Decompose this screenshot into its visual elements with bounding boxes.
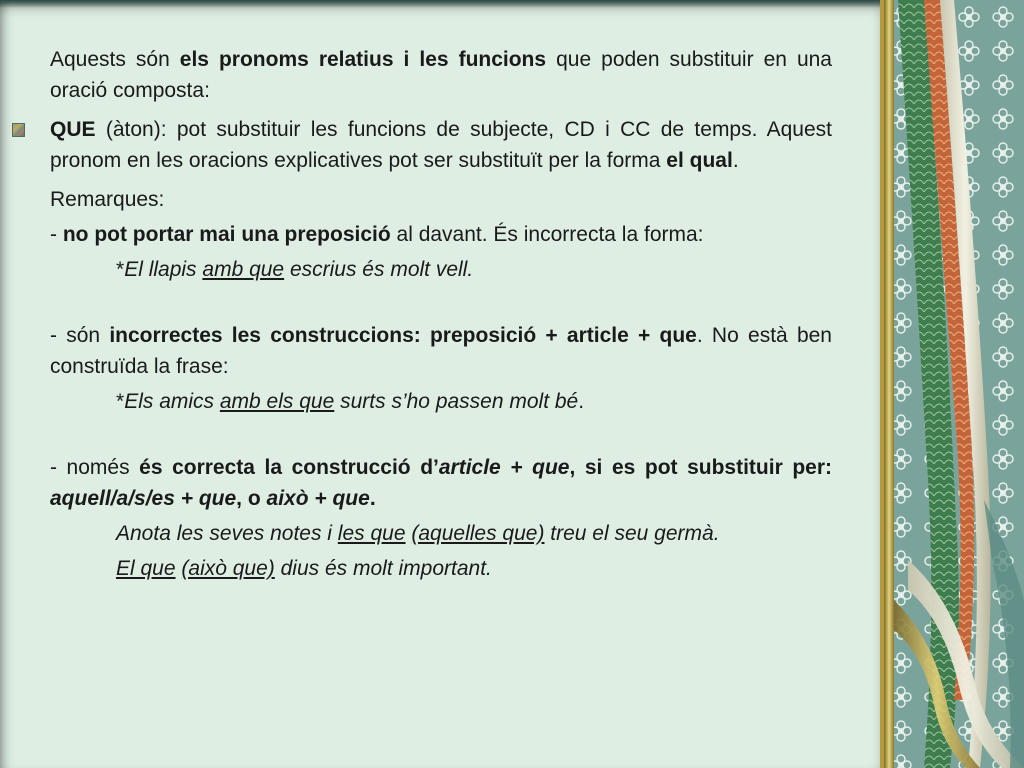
decorative-border <box>884 0 1024 768</box>
remark-3-dash: - només <box>50 456 140 479</box>
decorative-ribbons-image <box>884 0 1024 768</box>
intro-paragraph <box>50 44 832 106</box>
remark-1 <box>50 219 832 250</box>
remark-2-dash: - són <box>50 324 110 347</box>
remark-2 <box>50 320 832 382</box>
remark-1-dash: - <box>50 223 63 246</box>
example-4-underlined-1: El que <box>116 557 176 580</box>
remark-1-text: al davant. És incorrecta la forma: <box>390 223 704 246</box>
example-4-text-2: dius és molt important. <box>274 557 492 580</box>
que-label: QUE <box>50 118 96 141</box>
example-3-text: Anota les seves notes i <box>116 522 338 545</box>
example-3 <box>50 518 832 549</box>
example-2 <box>50 386 832 417</box>
que-text-end: . <box>732 149 739 172</box>
remark-2-bold: incorrectes les construccions: preposició + article + que <box>109 324 697 347</box>
example-2-star: * <box>116 390 125 413</box>
intro-text-2: que poden substituir en una oració composta: <box>50 48 832 102</box>
remark-2-text: . No està ben construïda la frase: <box>50 324 832 378</box>
remark-3 <box>50 452 832 514</box>
intro-bold: els pronoms relatius i les funcions <box>179 48 547 71</box>
example-4-underlined-2: (això que) <box>181 557 275 580</box>
example-2-end: . <box>578 390 585 413</box>
example-1-text-2: escrius és molt vell. <box>284 258 474 281</box>
example-2-underlined: amb els que <box>219 390 335 413</box>
example-2-text: Els amics <box>124 390 220 413</box>
remarques-label: Remarques: <box>50 188 165 211</box>
example-3-text-2: treu el seu germà. <box>544 522 720 545</box>
example-1-star: * <box>116 258 125 281</box>
example-1 <box>50 254 832 285</box>
intro-text: Aquests són <box>50 48 180 71</box>
example-3-underlined-2: (aquelles que) <box>411 522 545 545</box>
example-4 <box>50 553 832 584</box>
example-1-underlined: amb que <box>202 258 285 281</box>
bullet-icon <box>12 123 25 137</box>
remark-3-bold-1: és correcta la construcció d’ <box>139 456 439 479</box>
remark-3-bold-italic-3: això + que <box>266 487 370 510</box>
example-1-text: El llapis <box>124 258 203 281</box>
remark-3-bold-3: , o <box>236 487 267 510</box>
remark-3-bold-italic-2: aquell/a/s/es + que <box>50 487 237 510</box>
remark-3-bold-4: . <box>369 487 376 510</box>
que-text: (àton): pot substituir les funcions de subjecte, CD i CC de temps. Aquest pronom en les oracions explicatives pot ser substituït per la forma <box>50 118 832 172</box>
remark-1-bold: no pot portar mai una preposició <box>62 223 391 246</box>
que-item <box>50 114 832 176</box>
remark-3-bold-italic-1: article + que <box>438 456 570 479</box>
example-3-underlined-1: les que <box>337 522 406 545</box>
example-2-text-2: surts s’ho passen molt bé <box>334 390 579 413</box>
el-qual-bold: el qual <box>666 149 733 172</box>
slide-content <box>50 44 832 584</box>
remark-3-bold-2: , si es pot substituir per: <box>569 456 832 479</box>
